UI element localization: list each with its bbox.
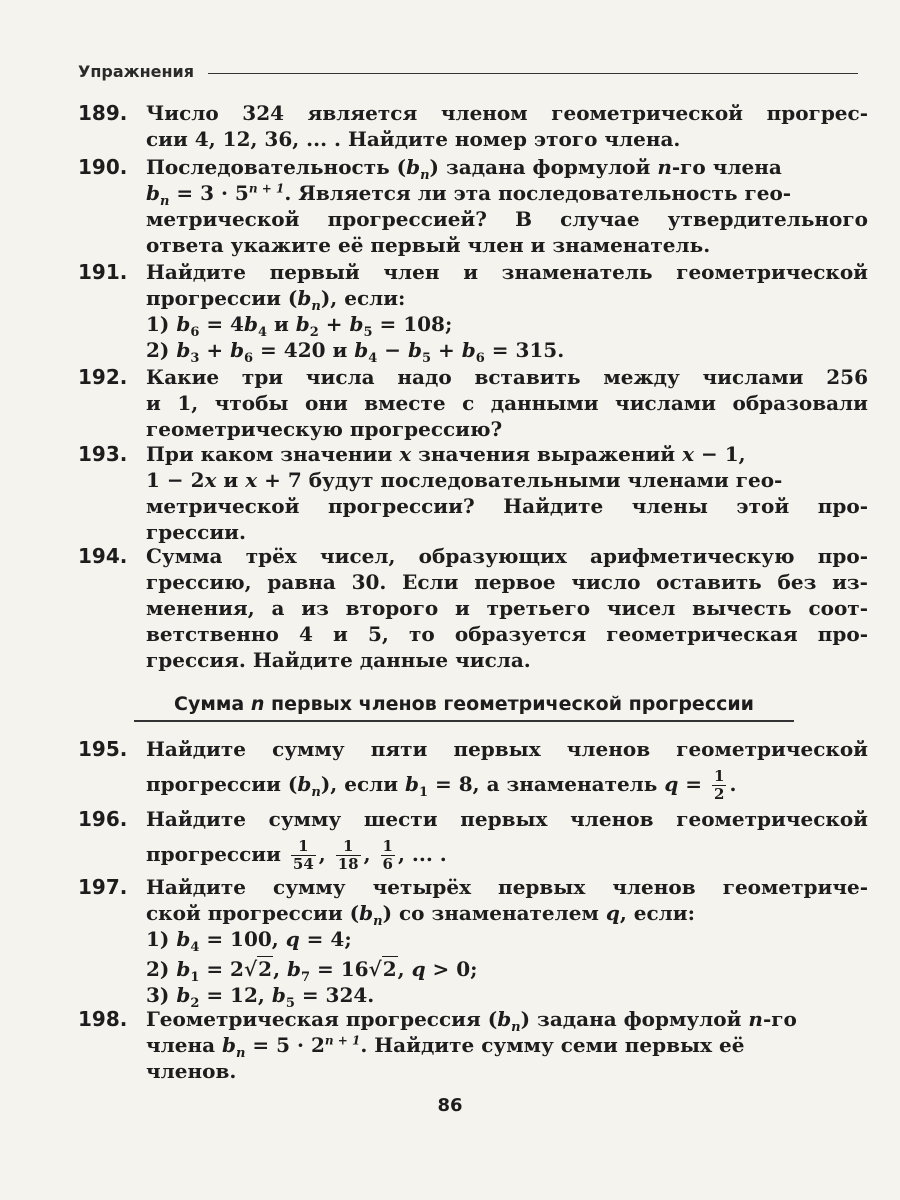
- page-header: [78, 58, 858, 84]
- exercise-number: 194.: [78, 544, 128, 568]
- exercise-text: геометрическую прогрессию?: [146, 417, 503, 441]
- fraction: $\frac{1}{2}$: [714, 767, 725, 803]
- exercise-subitem: 1) $b_4 = 100$, q = 4;: [146, 927, 352, 955]
- exercise-text: сии 4, 12, 36, ... . Найдите номер этого члена.: [146, 127, 681, 151]
- page-number: 86: [437, 1095, 463, 1116]
- exercise-text: и 1, чтобы они вместе с данными числами образовали: [146, 391, 868, 415]
- exercise-number: 198.: [78, 1007, 128, 1031]
- exercise-text: При каком значении x значения выражений x − 1,: [146, 442, 746, 466]
- exercise-193: [78, 441, 868, 545]
- exercise-191: [78, 259, 868, 366]
- exercise-text: Число 324 является членом геометрической прогрес-: [146, 101, 868, 125]
- exercise-text: прогрессии $(b_n)$, если:: [146, 286, 406, 314]
- exercise-subitem: 3) $b_2 = 12$, $b_5 = 324$.: [146, 983, 375, 1011]
- exercise-196: [78, 806, 868, 873]
- exercise-190: [78, 154, 868, 258]
- exercise-number: 197.: [78, 875, 128, 899]
- exercise-198: [78, 1006, 868, 1084]
- exercise-number: 193.: [78, 442, 128, 466]
- exercise-number: 191.: [78, 260, 128, 284]
- exercise-text: Найдите сумму шести первых членов геометрической: [146, 807, 868, 831]
- exercise-text: ответа укажите её первый член и знаменатель.: [146, 233, 711, 257]
- exercise-text: грессию, равна 30. Если первое число оставить без из-: [146, 570, 868, 594]
- exercise-text: метрической прогрессией? В случае утвердительного: [146, 207, 868, 231]
- exercise-text: ской прогрессии $(b_n)$ со знаменателем q, если:: [146, 901, 695, 929]
- exercise-number: 190.: [78, 155, 128, 179]
- header-rule: [208, 73, 858, 74]
- exercise-text: члена $b_n = 5 \cdot 2^{n + 1}$. Найдите сумму семи первых её: [146, 1033, 745, 1061]
- exercise-text: Сумма трёх чисел, образующих арифметическую про-: [146, 544, 868, 568]
- exercise-number: 196.: [78, 807, 128, 831]
- exercise-text: Найдите сумму четырёх первых членов геометриче-: [146, 875, 868, 899]
- fraction: $\frac{1}{54}$: [292, 837, 314, 873]
- exercise-subitem: 2) $b_3 + b_6 = 420$ и $b_4 - b_5 + b_6 = 315$.: [146, 338, 565, 366]
- fraction: $\frac{1}{18}$: [337, 837, 359, 873]
- exercise-194: [78, 543, 868, 673]
- exercise-text: метрической прогрессии? Найдите члены этой про-: [146, 494, 868, 518]
- exercise-number: 192.: [78, 365, 128, 389]
- exercise-number: 195.: [78, 737, 128, 761]
- exercise-text: прогрессии $(b_n)$, если $b_1 = 8$, а знаменатель q = $\frac{1}{2}$ .: [146, 767, 737, 803]
- exercise-text: ветственно 4 и 5, то образуется геометрическая про-: [146, 622, 868, 646]
- exercise-text: Последовательность $(b_n)$ задана формулой n-го члена: [146, 155, 782, 183]
- fraction: $\frac{1}{6}$: [382, 837, 393, 873]
- exercise-195: [78, 736, 868, 803]
- exercise-subitem: 2) $b_1 = 2√2$, $b_7 = 16√2$, q > 0;: [146, 957, 478, 985]
- exercise-text: 1 − 2x и x + 7 будут последовательными членами гео-: [146, 468, 783, 492]
- sqrt: √2: [368, 957, 397, 981]
- exercise-text: менения, а из второго и третьего чисел вычесть соот-: [146, 596, 868, 620]
- exercise-text: Геометрическая прогрессия $(b_n)$ задана формулой n-го: [146, 1007, 797, 1035]
- exercise-subitem: 1) $b_6 = 4b_4$ и $b_2 + b_5 = 108$;: [146, 312, 453, 340]
- exercise-text: Какие три числа надо вставить между числами 256: [146, 365, 868, 389]
- exercise-text: Найдите сумму пяти первых членов геометрической: [146, 737, 868, 761]
- exercise-189: [78, 100, 868, 152]
- sqrt: √2: [243, 957, 273, 981]
- exercise-text: прогрессии $\frac{1}{54}$ , $\frac{1}{18}$ , $\frac{1}{6}$ , ... .: [146, 837, 447, 873]
- exercise-number: 189.: [78, 101, 128, 125]
- exercise-text: грессия. Найдите данные числа.: [146, 648, 531, 672]
- exercise-text: членов.: [146, 1059, 237, 1083]
- exercise-text: грессии.: [146, 520, 246, 544]
- section-heading: Сумма n первых членов геометрической прогрессии: [134, 690, 794, 722]
- header-title: Упражнения: [78, 61, 195, 81]
- exercise-197: [78, 874, 868, 1011]
- exercise-text: $b_n = 3 \cdot 5^{n + 1}$. Является ли эта последовательность гео-: [146, 181, 792, 209]
- exercise-text: Найдите первый член и знаменатель геометрической: [146, 260, 868, 284]
- exercise-192: [78, 364, 868, 442]
